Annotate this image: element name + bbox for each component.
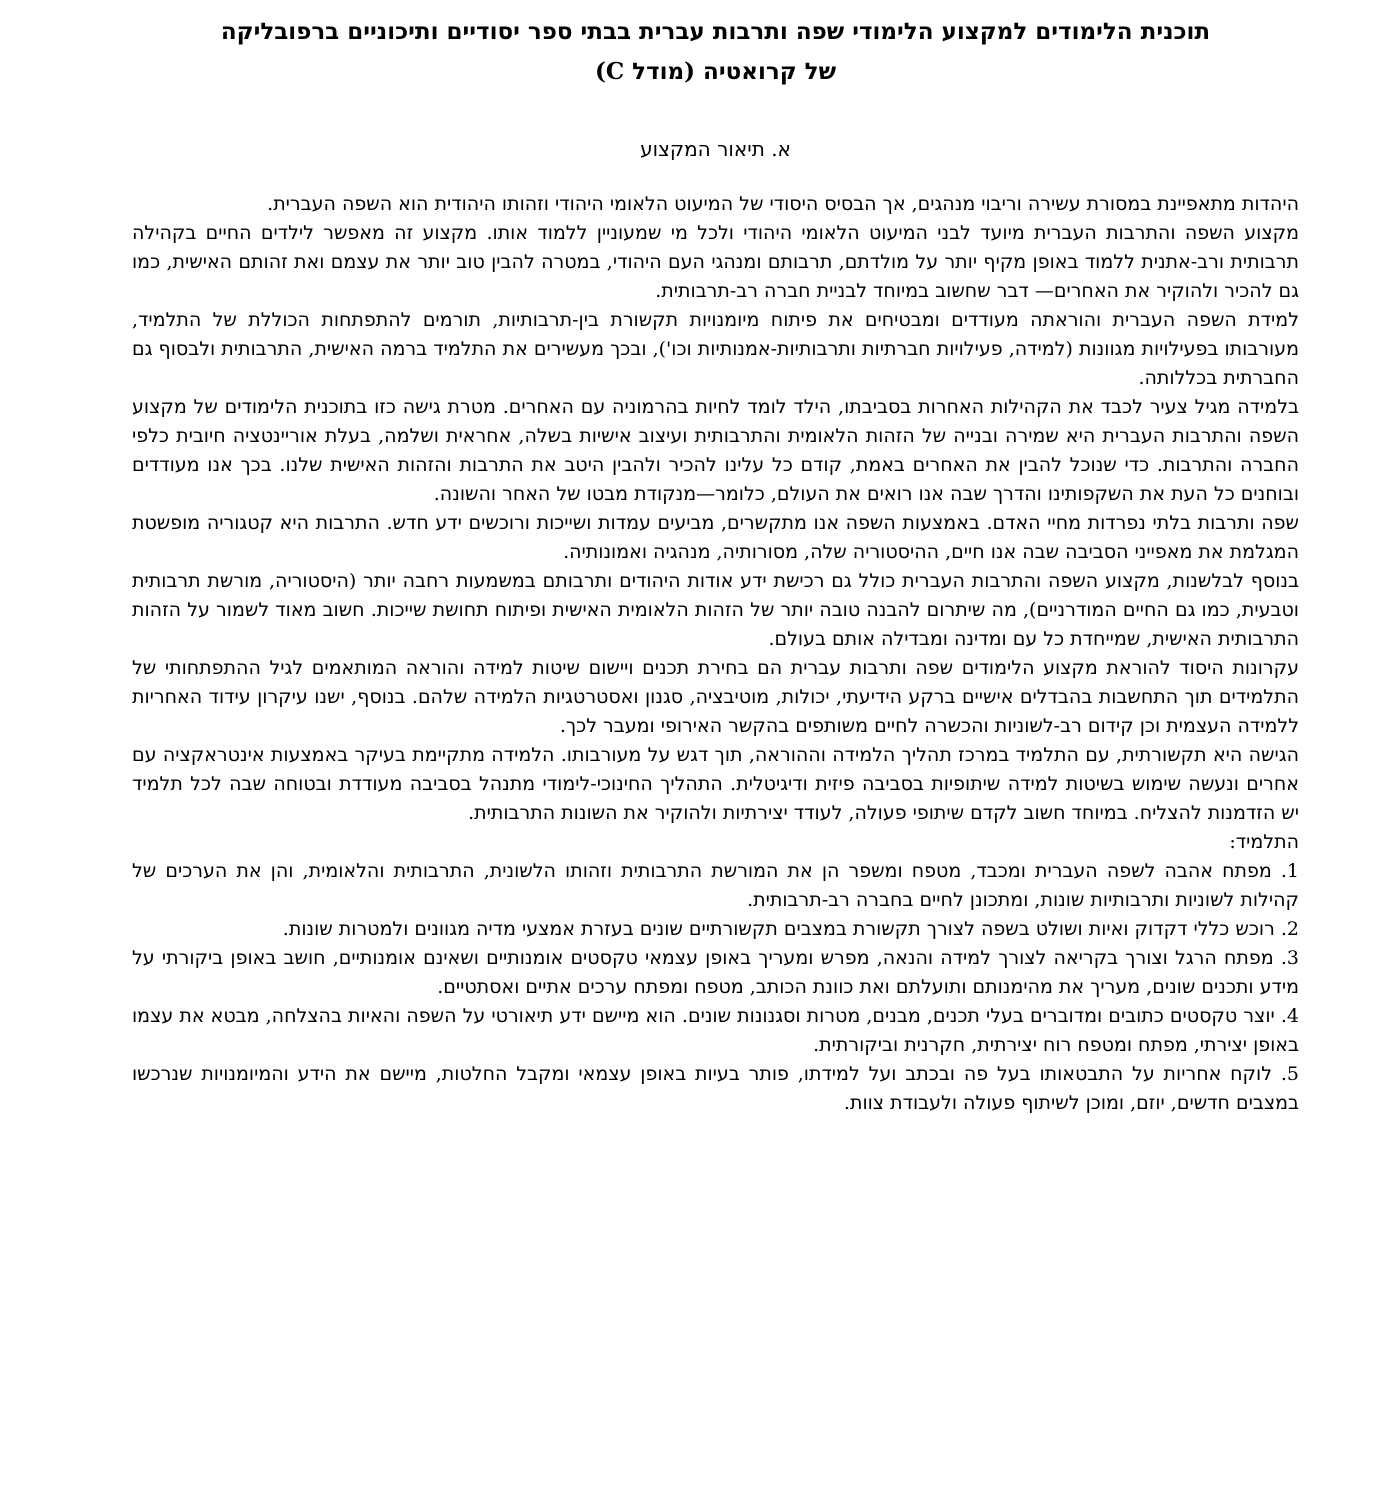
objective-number-3: 3. — [1280, 947, 1299, 969]
title-line-1: תוכנית הלימודים למקצוע הלימודי שפה ותרבות עברית בבתי ספר יסודיים ותיכוניים ברפובליקה — [220, 18, 1211, 45]
objective-number-5: 5. — [1280, 1063, 1299, 1085]
objective-text-4: יוצר טקסטים כתובים ומדוברים בעלי תכנים, מבנים, מטרות וסגנונות שונים. הוא מיישם ידע תיאורטי על השפה והאיות בהצלחה, מבטא את עצמו באופן יצירתי, מפתח ומטפח רוח יצירתית, חקרנית וביקורתית. — [132, 1005, 1299, 1056]
objective-text-5: לוקח אחריות על התבטאותו בעל פה ובכתב ועל למידתו, פותר בעיות באופן עצמאי ומקבל החלטות, מיישם את הידע והמיומנויות שנרכשו במצבים חדשים, יוזם, ומוכן לשיתוף פעולה ולעבודת צוות. — [132, 1063, 1299, 1114]
objective-number-2: 2. — [1280, 918, 1299, 940]
objective-item-4 — [132, 1002, 1299, 1060]
objective-item-3 — [132, 944, 1299, 1002]
paragraph-early-learning-respect: בלמידה מגיל צעיר לכבד את הקהילות האחרות בסביבתו, הילד לומד לחיות בהרמוניה עם האחרים. מטרת גישה כזו בתוכנית הלימודים של מקצוע השפה והתרבות העברית היא שמירה ובנייה של הזהות הלאומית והתרבותית ועיצוב אישיות בשלה, אחראית ושלמה, בעלת אוריינטציה חיובית כלפי החברה והתרבות. כדי שנוכל להבין את האחרים באמת, קודם כל עלינו להכיר ולהבין היטב את התרבות והזהות האישית שלנו. בכך אנו מעודדים ובוחנים כל העת את השקפותינו והדרך שבה אנו רואים את העולם, כלומר—מנקודת מבטו של האחר והשונה. — [132, 396, 1299, 505]
objective-item-1 — [132, 857, 1299, 915]
objective-item-5 — [132, 1060, 1299, 1118]
document-body — [132, 190, 1299, 1118]
page-title — [132, 12, 1299, 92]
objective-number-4: 4. — [1280, 1005, 1299, 1027]
paragraph-knowledge-of-jews: בנוסף לבלשנות, מקצוע השפה והתרבות העברית כולל גם רכישת ידע אודות היהודים ותרבותם במשמעות רחבה יותר (היסטוריה, מורשת תרבותית וטבעית, כמו גם החיים המודרניים), מה שיתרום להבנה טובה יותר של הזהות הלאומית האישית ופיתוח תחושת שייכות. חשוב מאוד לשמור על הזהות התרבותית האישית, שמייחדת כל עם ומדינה ומבדילה אותם בעולם. — [132, 570, 1299, 650]
objective-item-2 — [132, 915, 1299, 944]
paragraph-judaism-tradition: היהדות מתאפיינת במסורת עשירה וריבוי מנהגים, אך הבסיס היסודי של המיעוט הלאומי היהודי וזהותו היהודית הוא השפה העברית. — [267, 193, 1299, 215]
objective-text-2: רוכש כללי דקדוק ואיות ושולט בשפה לצורך תקשורת במצבים תקשורתיים שונים בעזרת אמצעי מדיה מגוונים ולמטרות שונות. — [282, 918, 1275, 940]
paragraph-teaching-principles: עקרונות היסוד להוראת מקצוע הלימודים שפה ותרבות עברית הם בחירת תכנים ויישום שיטות למידה והוראה המותאמים לגיל ההתפתחותי של התלמידים תוך התחשבות בהבדלים אישיים ברקע הידיעתי, יכולות, מוטיבציה, סגנון ואסטרטגיות הלמידה שלהם. בנוסף, ישנו עיקרון עידוד האחריות ללמידה העצמית וכן קידום רב-לשוניות והכשרה לחיים משותפים בהקשר האירופי ומעבר לכך. — [132, 657, 1299, 737]
objective-text-1: מפתח אהבה לשפה העברית ומכבד, מטפח ומשפר הן את המורשת התרבותית וזהותו הלשונית, התרבותית והלאומית, והן את הערכים של קהילות לשוניות ותרבותיות שונות, ומתכונן לחיים בחברה רב-תרבותית. — [132, 860, 1299, 911]
paragraph-intercultural-communication: למידת השפה העברית והוראתה מעודדים ומבטיחים את פיתוח מיומנויות תקשורת בין-תרבותיות, תורמים להתפתחות הכוללת של התלמיד, מעורבותו בפעילויות מגוונות (למידה, פעילויות חברתיות ותרבותיות-אמנותיות וכו'), ובכך מעשירים את התלמיד ברמה האישית, התרבותית ולבסוף גם החברתית בכללותה. — [132, 309, 1299, 389]
objective-number-1: 1. — [1280, 860, 1299, 882]
section-heading: א. תיאור המקצוע — [640, 137, 791, 161]
paragraph-subject-audience: מקצוע השפה והתרבות העברית מיועד לבני המיעוט הלאומי היהודי ולכל מי שמעוניין ללמוד אותו. מקצוע זה מאפשר לילדים החיים בקהילה תרבותית ורב-אתנית ללמוד באופן מקיף יותר על מולדתם, תרבותם ומנהגי העם היהודי, במטרה להבין טוב יותר את עצמם ואת זהותם האישית, כמו גם להכיר ולהוקיר את האחרים— דבר שחשוב במיוחד לבניית חברה רב-תרבותית. — [132, 222, 1299, 302]
objective-text-3: מפתח הרגל וצורך בקריאה לצורך למידה והנאה, מפרש ומעריך באופן עצמאי טקסטים אומנותיים ושאינם אומנותיים, חושב באופן ביקורתי על מידע ותכנים שונים, מעריך את מהימנותם ותועלתם ואת כוונת הכותב, מטפח ומפתח ערכים אתיים ואסתטיים. — [132, 947, 1299, 998]
paragraph-language-and-culture: שפה ותרבות בלתי נפרדות מחיי האדם. באמצעות השפה אנו מתקשרים, מביעים עמדות ושייכות ורוכשים ידע חדש. התרבות היא קטגוריה מופשטת המגלמת את מאפייני הסביבה שבה אנו חיים, ההיסטוריה שלה, מסורותיה, מנהגיה ואמונותיה. — [132, 512, 1299, 563]
students-heading: התלמיד: — [1229, 831, 1299, 853]
paragraph-communicative-approach: הגישה היא תקשורתית, עם התלמיד במרכז תהליך הלמידה וההוראה, תוך דגש על מעורבותו. הלמידה מתקיימת בעיקר באמצעות אינטראקציה עם אחרים ונעשה שימוש בשיטות למידה שיתופיות בסביבה פיזית ודיגיטלית. התהליך החינוכי-לימודי מתנהל בסביבה מעודדת ובטוחה שבה לכל תלמיד יש הזדמנות להצליח. במיוחד חשוב לקדם שיתופי פעולה, לעודד יצירתיות ולהוקיר את השונות התרבותית. — [132, 744, 1299, 824]
title-line-2: של קרואטיה (מודל C) — [594, 58, 837, 85]
